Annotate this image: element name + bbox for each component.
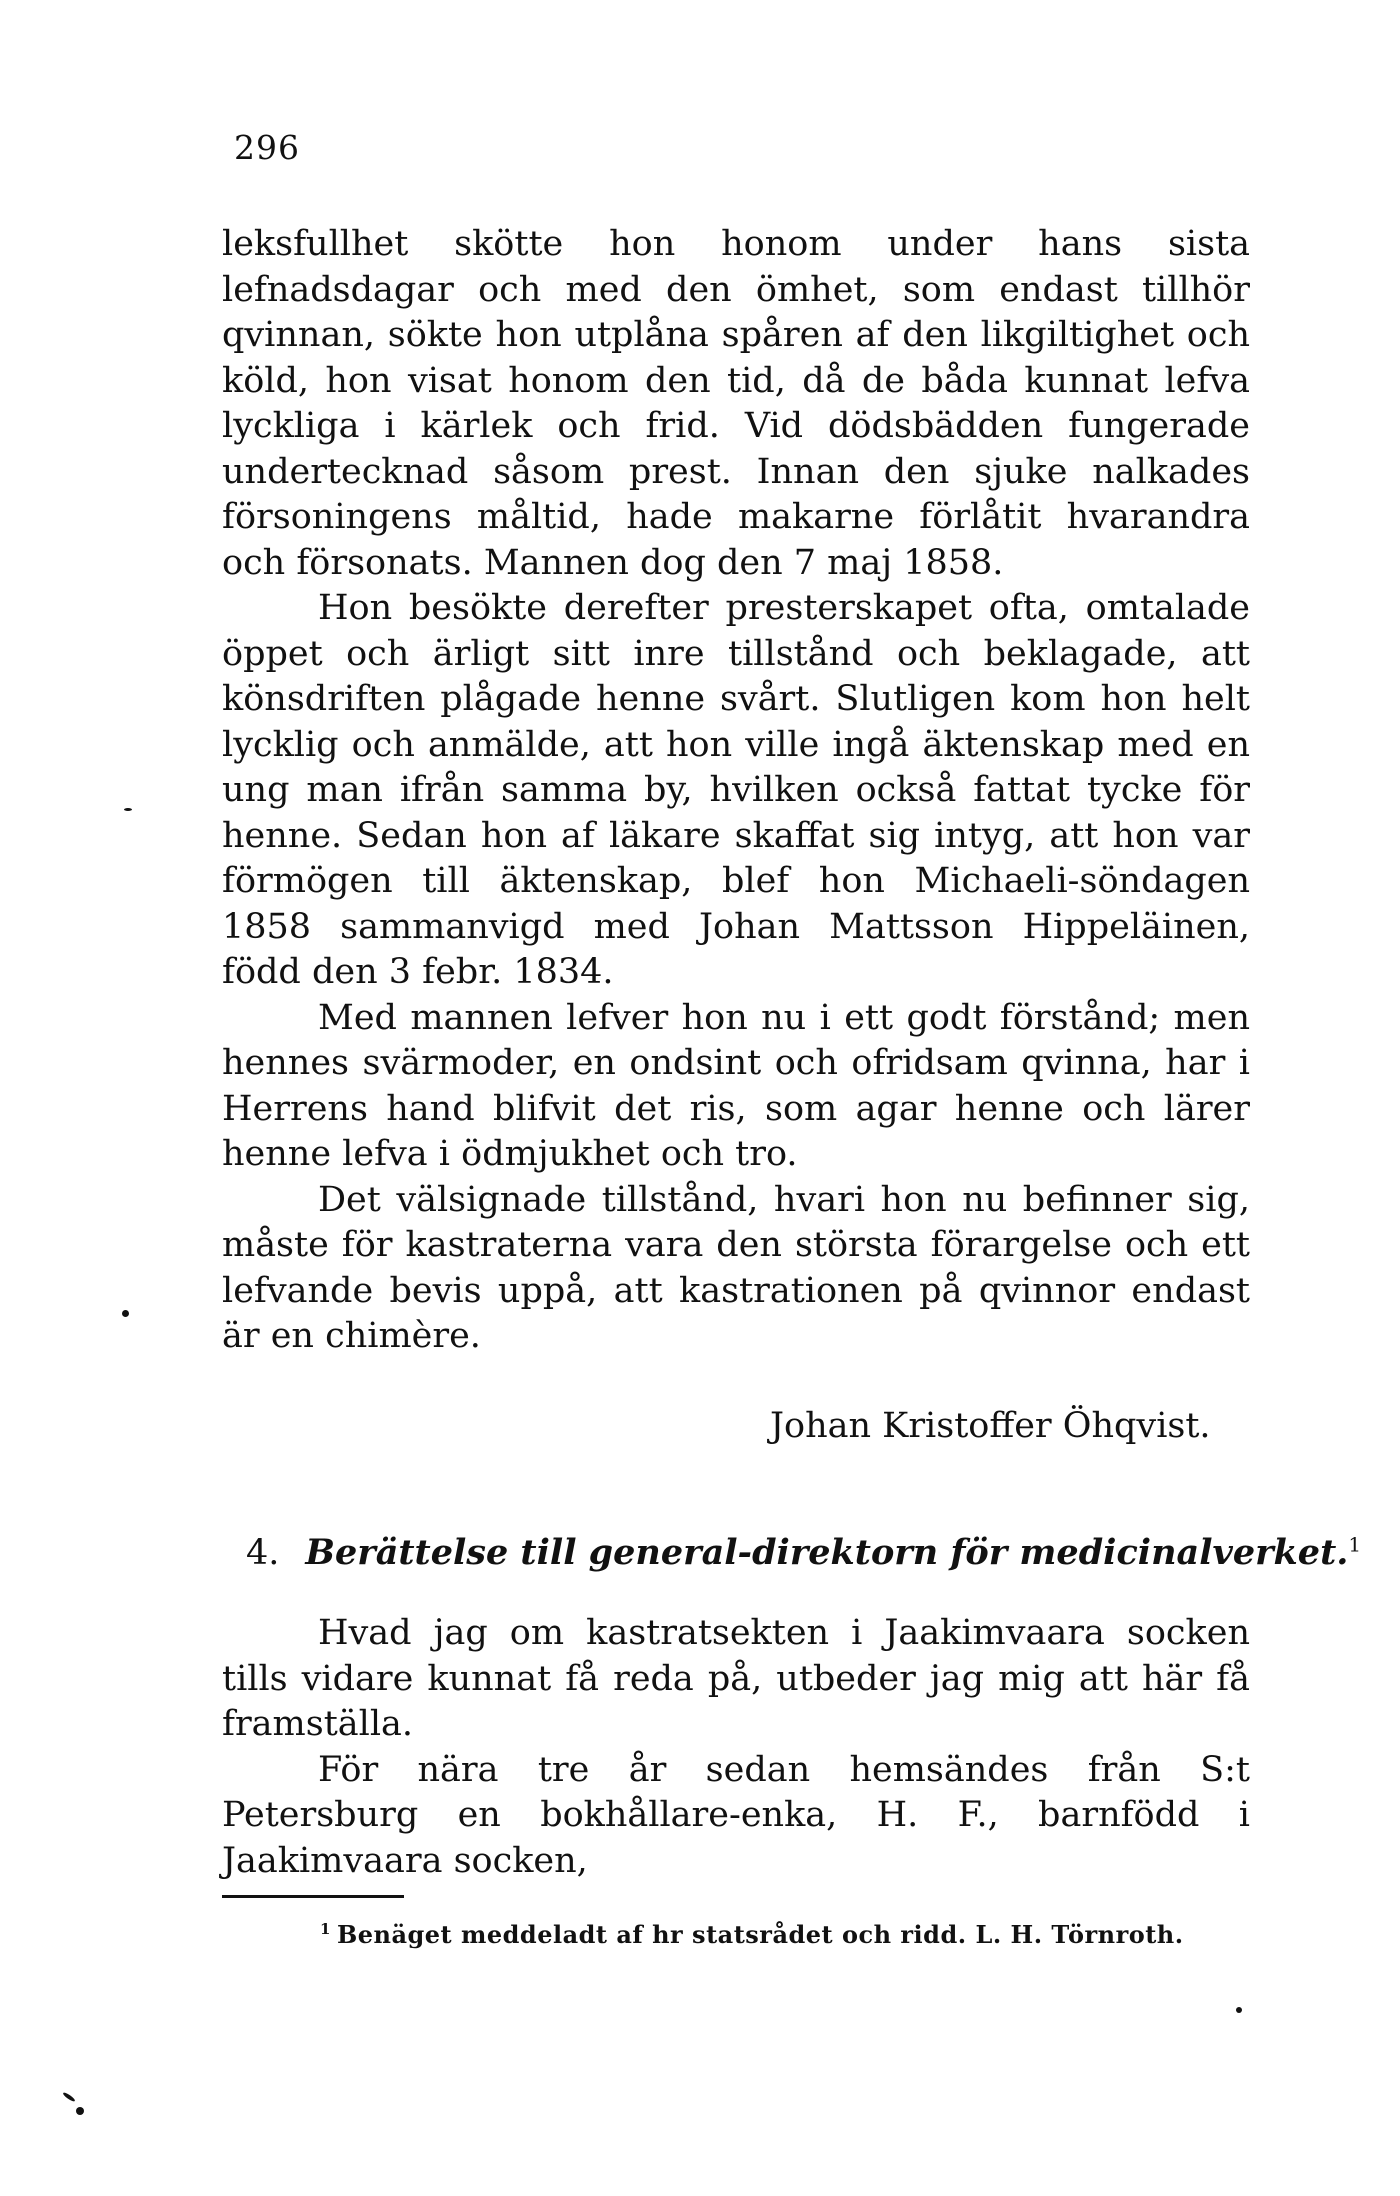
section-title: Berättelse till general-direktorn för medicinalverket. [305,1532,1349,1573]
body-text [222,222,1250,1360]
paragraph: Det välsignade tillstånd, hvari hon nu befinner sig, måste för kastraterna vara den största förargelse och ett lefvande bevis uppå, att kastrationen på qvinnor endast är en chimère. [222,1179,1250,1356]
scan-speck [122,1310,129,1317]
footnote [320,1920,1184,1949]
paragraph: leksfullhet skötte hon honom under hans sista lefnadsdagar och med den ömhet, som endast tillhör qvinnan, sökte hon utplåna spåren af den likgiltighet och köld, hon visat honom den tid, då de båda kunnat lefva lyckliga i kärlek och frid. Vid dödsbädden fungerade undertecknad såsom prest. Innan den sjuke nalkades försoningens måltid, hade makarne förlåtit hvarandra och försonats. Mannen dog den 7 maj 1858. [222,224,1250,583]
paragraph: För nära tre år sedan hemsändes från S:t Petersburg en bokhållare-enka, H. F., barnfödd i Jaakimvaara socken, [222,1749,1250,1881]
section-heading [246,1532,1361,1573]
footnote-divider [222,1895,404,1898]
scan-speck [62,2091,76,2102]
section-number: 4. [246,1533,280,1573]
paragraph: Hon besökte derefter presterskapet ofta, omtalade öppet och ärligt sitt inre tillstånd och beklagade, att könsdriften plågade henne svårt. Slutligen kom hon helt lycklig och anmälde, att hon ville ingå äktenskap med en ung man ifrån samma by, hvilken också fattat tycke för henne. Sedan hon af läkare skaffat sig intyg, att hon var förmögen till äktenskap, blef hon Michaeli-söndagen 1858 sammanvigd med Johan Mattsson Hippeläinen, född den 3 febr. 1834. [222,588,1250,992]
footnote-marker: 1 [320,1920,331,1938]
section-body-text [222,1611,1250,1884]
footnote-text: Benäget meddeladt af hr statsrådet och ridd. L. H. Törnroth. [336,1920,1184,1949]
page-number: 296 [234,128,300,167]
paragraph: Hvad jag om kastratsekten i Jaakimvaara socken tills vidare kunnat få reda på, utbeder jag mig att här få framställa. [222,1613,1250,1744]
footnote-reference: 1 [1348,1532,1362,1557]
scan-speck [1236,2007,1242,2013]
paragraph: Med mannen lefver hon nu i ett godt förstånd; men hennes svärmoder, en ondsint och ofridsam qvinna, har i Herrens hand blifvit det ris, som agar henne och lärer henne lefva i ödmjukhet och tro. [222,997,1250,1174]
scan-speck [124,808,132,811]
scan-speck [76,2107,84,2115]
signature: Johan Kristoffer Öhqvist. [770,1406,1211,1446]
